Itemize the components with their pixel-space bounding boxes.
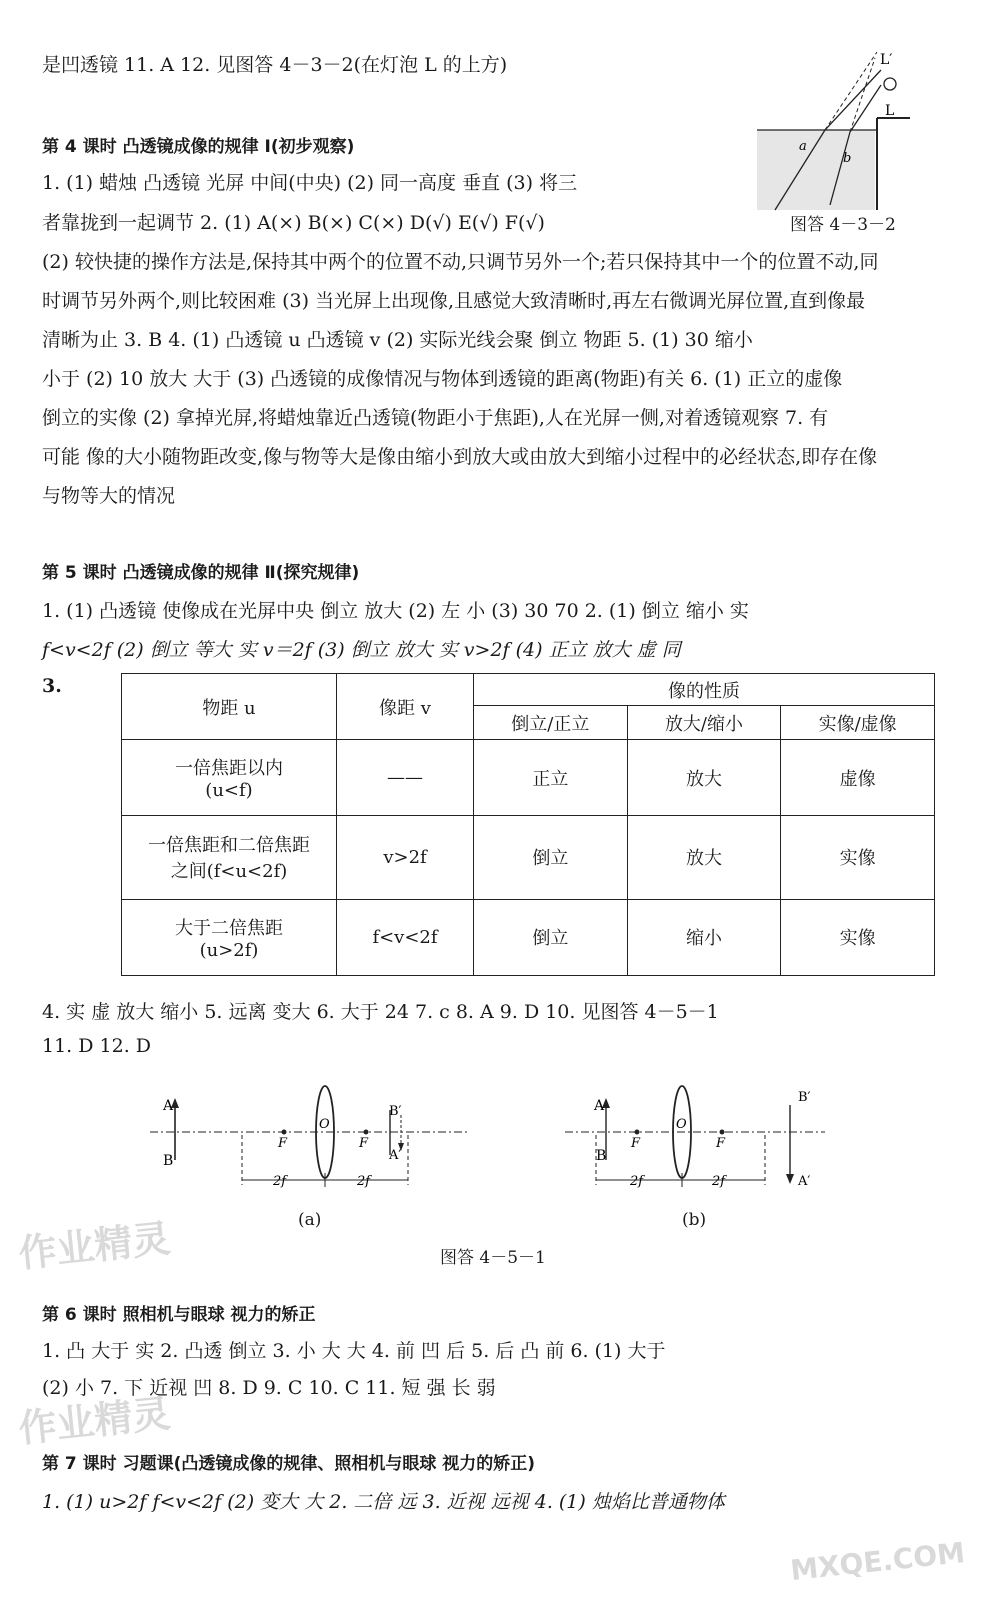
- label-F-left: F: [631, 1136, 641, 1151]
- cell-image-distance: ——: [337, 740, 474, 816]
- answer-line: 1. (1) 蜡烛 凸透镜 光屏 中间(中央) (2) 同一高度 垂直 (3) 将三: [42, 172, 578, 194]
- label-B: B: [163, 1153, 174, 1169]
- cell-image-distance: v>2f: [337, 816, 474, 900]
- section-heading-lesson7: 第 7 课时 习题课(凸透镜成像的规律、照相机与眼球 视力的矫正): [42, 1454, 536, 1474]
- label-A: A: [163, 1098, 174, 1114]
- header-image-properties: 像的性质: [474, 674, 935, 706]
- label-F-right: F: [716, 1136, 726, 1151]
- label-F-left: F: [278, 1136, 288, 1151]
- header-image-distance: 像距 v: [337, 674, 474, 740]
- label-O: O: [319, 1117, 330, 1132]
- figure-caption: 图答 4－3－2: [790, 215, 896, 235]
- answer-line: 时调节另外两个,则比较困难 (3) 当光屏上出现像,且感觉大致清晰时,再左右微调光屏位置,直到像最: [42, 290, 866, 312]
- header-object-distance: 物距 u: [122, 674, 337, 740]
- cell-real-virtual: 实像: [781, 899, 935, 975]
- bulb-icon: [884, 78, 896, 90]
- watermark: 作业精灵: [16, 1216, 173, 1276]
- label-B-prime: B′: [389, 1104, 402, 1119]
- figure-4-3-2: [755, 40, 925, 220]
- table-row: [122, 899, 935, 975]
- header-real-virtual: 实像/虚像: [781, 706, 935, 740]
- label-a: a: [799, 139, 807, 154]
- answer-line: 可能 像的大小随物距改变,像与物等大是像由缩小到放大或由放大到缩小过程中的必经状态,即存在像: [42, 446, 878, 468]
- label-L-prime: L′: [880, 52, 893, 68]
- answer-line: 小于 (2) 10 放大 大于 (3) 凸透镜的成像情况与物体到透镜的距离(物距)有关 6. (1) 正立的虚像: [42, 368, 843, 390]
- answer-line: 1. (1) u>2f f<v<2f (2) 变大 大 2. 二倍 远 3. 近视 远视 4. (1) 烛焰比普通物体: [42, 1491, 725, 1513]
- cell-real-virtual: 实像: [781, 816, 935, 900]
- answer-line: 倒立的实像 (2) 拿掉光屏,将蜡烛靠近凸透镜(物距小于焦距),人在光屏一侧,对着透镜观察 7. 有: [42, 407, 829, 429]
- answer-line: 者靠拢到一起调节 2. (1) A(×) B(×) C(×) D(√) E(√) F(√): [42, 212, 545, 234]
- section-heading-lesson5: 第 5 课时 凸透镜成像的规律 Ⅱ(探究规律): [42, 563, 360, 583]
- cell-size: 放大: [627, 740, 781, 816]
- label-2f-right: 2f: [357, 1174, 371, 1189]
- watermark: MXQE.COM: [788, 1535, 967, 1588]
- label-b: b: [843, 151, 852, 166]
- label-2f-left: 2f: [630, 1174, 644, 1189]
- cell-object-distance: 一倍焦距以内 (u<f): [122, 740, 337, 816]
- label-2f-left: 2f: [273, 1174, 287, 1189]
- answer-line: 1. (1) 凸透镜 使像成在光屏中央 倒立 放大 (2) 左 小 (3) 30 70 2. (1) 倒立 缩小 实: [42, 600, 749, 622]
- cell-size: 放大: [627, 816, 781, 900]
- label-A-prime: A′: [798, 1174, 811, 1189]
- question-number-3: 3.: [42, 675, 62, 697]
- cell-orientation: 倒立: [474, 899, 628, 975]
- label-B: B: [596, 1148, 607, 1164]
- figure-caption: 图答 4－5－1: [440, 1248, 546, 1268]
- label-B-prime: B′: [798, 1090, 811, 1105]
- cell-object-distance: 一倍焦距和二倍焦距 之间(f<u<2f): [122, 816, 337, 900]
- label-A: A: [594, 1098, 605, 1114]
- label-O: O: [676, 1117, 687, 1132]
- answer-line: 11. D 12. D: [42, 1035, 152, 1057]
- label-L: L: [885, 103, 895, 119]
- answer-line: 清晰为止 3. B 4. (1) 凸透镜 u 凸透镜 v (2) 实际光线会聚 倒立 物距 5. (1) 30 缩小: [42, 329, 753, 351]
- answer-line: 1. 凸 大于 实 2. 凸透 倒立 3. 小 大 大 4. 前 凹 后 5. 后 凸 前 6. (1) 大于: [42, 1340, 666, 1362]
- answer-line: 与物等大的情况: [42, 485, 176, 507]
- answer-line: (2) 较快捷的操作方法是,保持其中两个的位置不动,只调节另外一个;若只保持其中一个的位置不动,同: [42, 251, 879, 273]
- imaging-properties-table: [121, 673, 935, 976]
- section-heading-lesson6: 第 6 课时 照相机与眼球 视力的矫正: [42, 1305, 316, 1325]
- answer-line-prev: 是凹透镜 11. A 12. 见图答 4－3－2(在灯泡 L 的上方): [42, 54, 508, 76]
- answer-line: (2) 小 7. 下 近视 凹 8. D 9. C 10. C 11. 短 强 长 弱: [42, 1377, 496, 1399]
- label-2f-right: 2f: [712, 1174, 726, 1189]
- header-size: 放大/缩小: [627, 706, 781, 740]
- watermark: 作业精灵: [16, 1391, 173, 1451]
- answer-line: f<v<2f (2) 倒立 等大 实 v＝2f (3) 倒立 放大 实 v>2f (4) 正立 放大 虚 同: [42, 639, 681, 661]
- label-F-right: F: [359, 1136, 369, 1151]
- header-orientation: 倒立/正立: [474, 706, 628, 740]
- label-A-prime: A′: [389, 1148, 402, 1163]
- subfigure-label-a: (a): [298, 1210, 322, 1230]
- subfigure-label-b: (b): [682, 1210, 707, 1230]
- cell-orientation: 倒立: [474, 816, 628, 900]
- cell-image-distance: f<v<2f: [337, 899, 474, 975]
- cell-orientation: 正立: [474, 740, 628, 816]
- section-heading-lesson4: 第 4 课时 凸透镜成像的规律 Ⅰ(初步观察): [42, 137, 355, 157]
- cell-real-virtual: 虚像: [781, 740, 935, 816]
- cell-size: 缩小: [627, 899, 781, 975]
- table-row: [122, 740, 935, 816]
- water-region: [757, 130, 875, 210]
- cell-object-distance: 大于二倍焦距 (u>2f): [122, 899, 337, 975]
- table-row: [122, 816, 935, 900]
- answer-line: 4. 实 虚 放大 缩小 5. 远离 变大 6. 大于 24 7. c 8. A 9. D 10. 见图答 4－5－1: [42, 1001, 719, 1023]
